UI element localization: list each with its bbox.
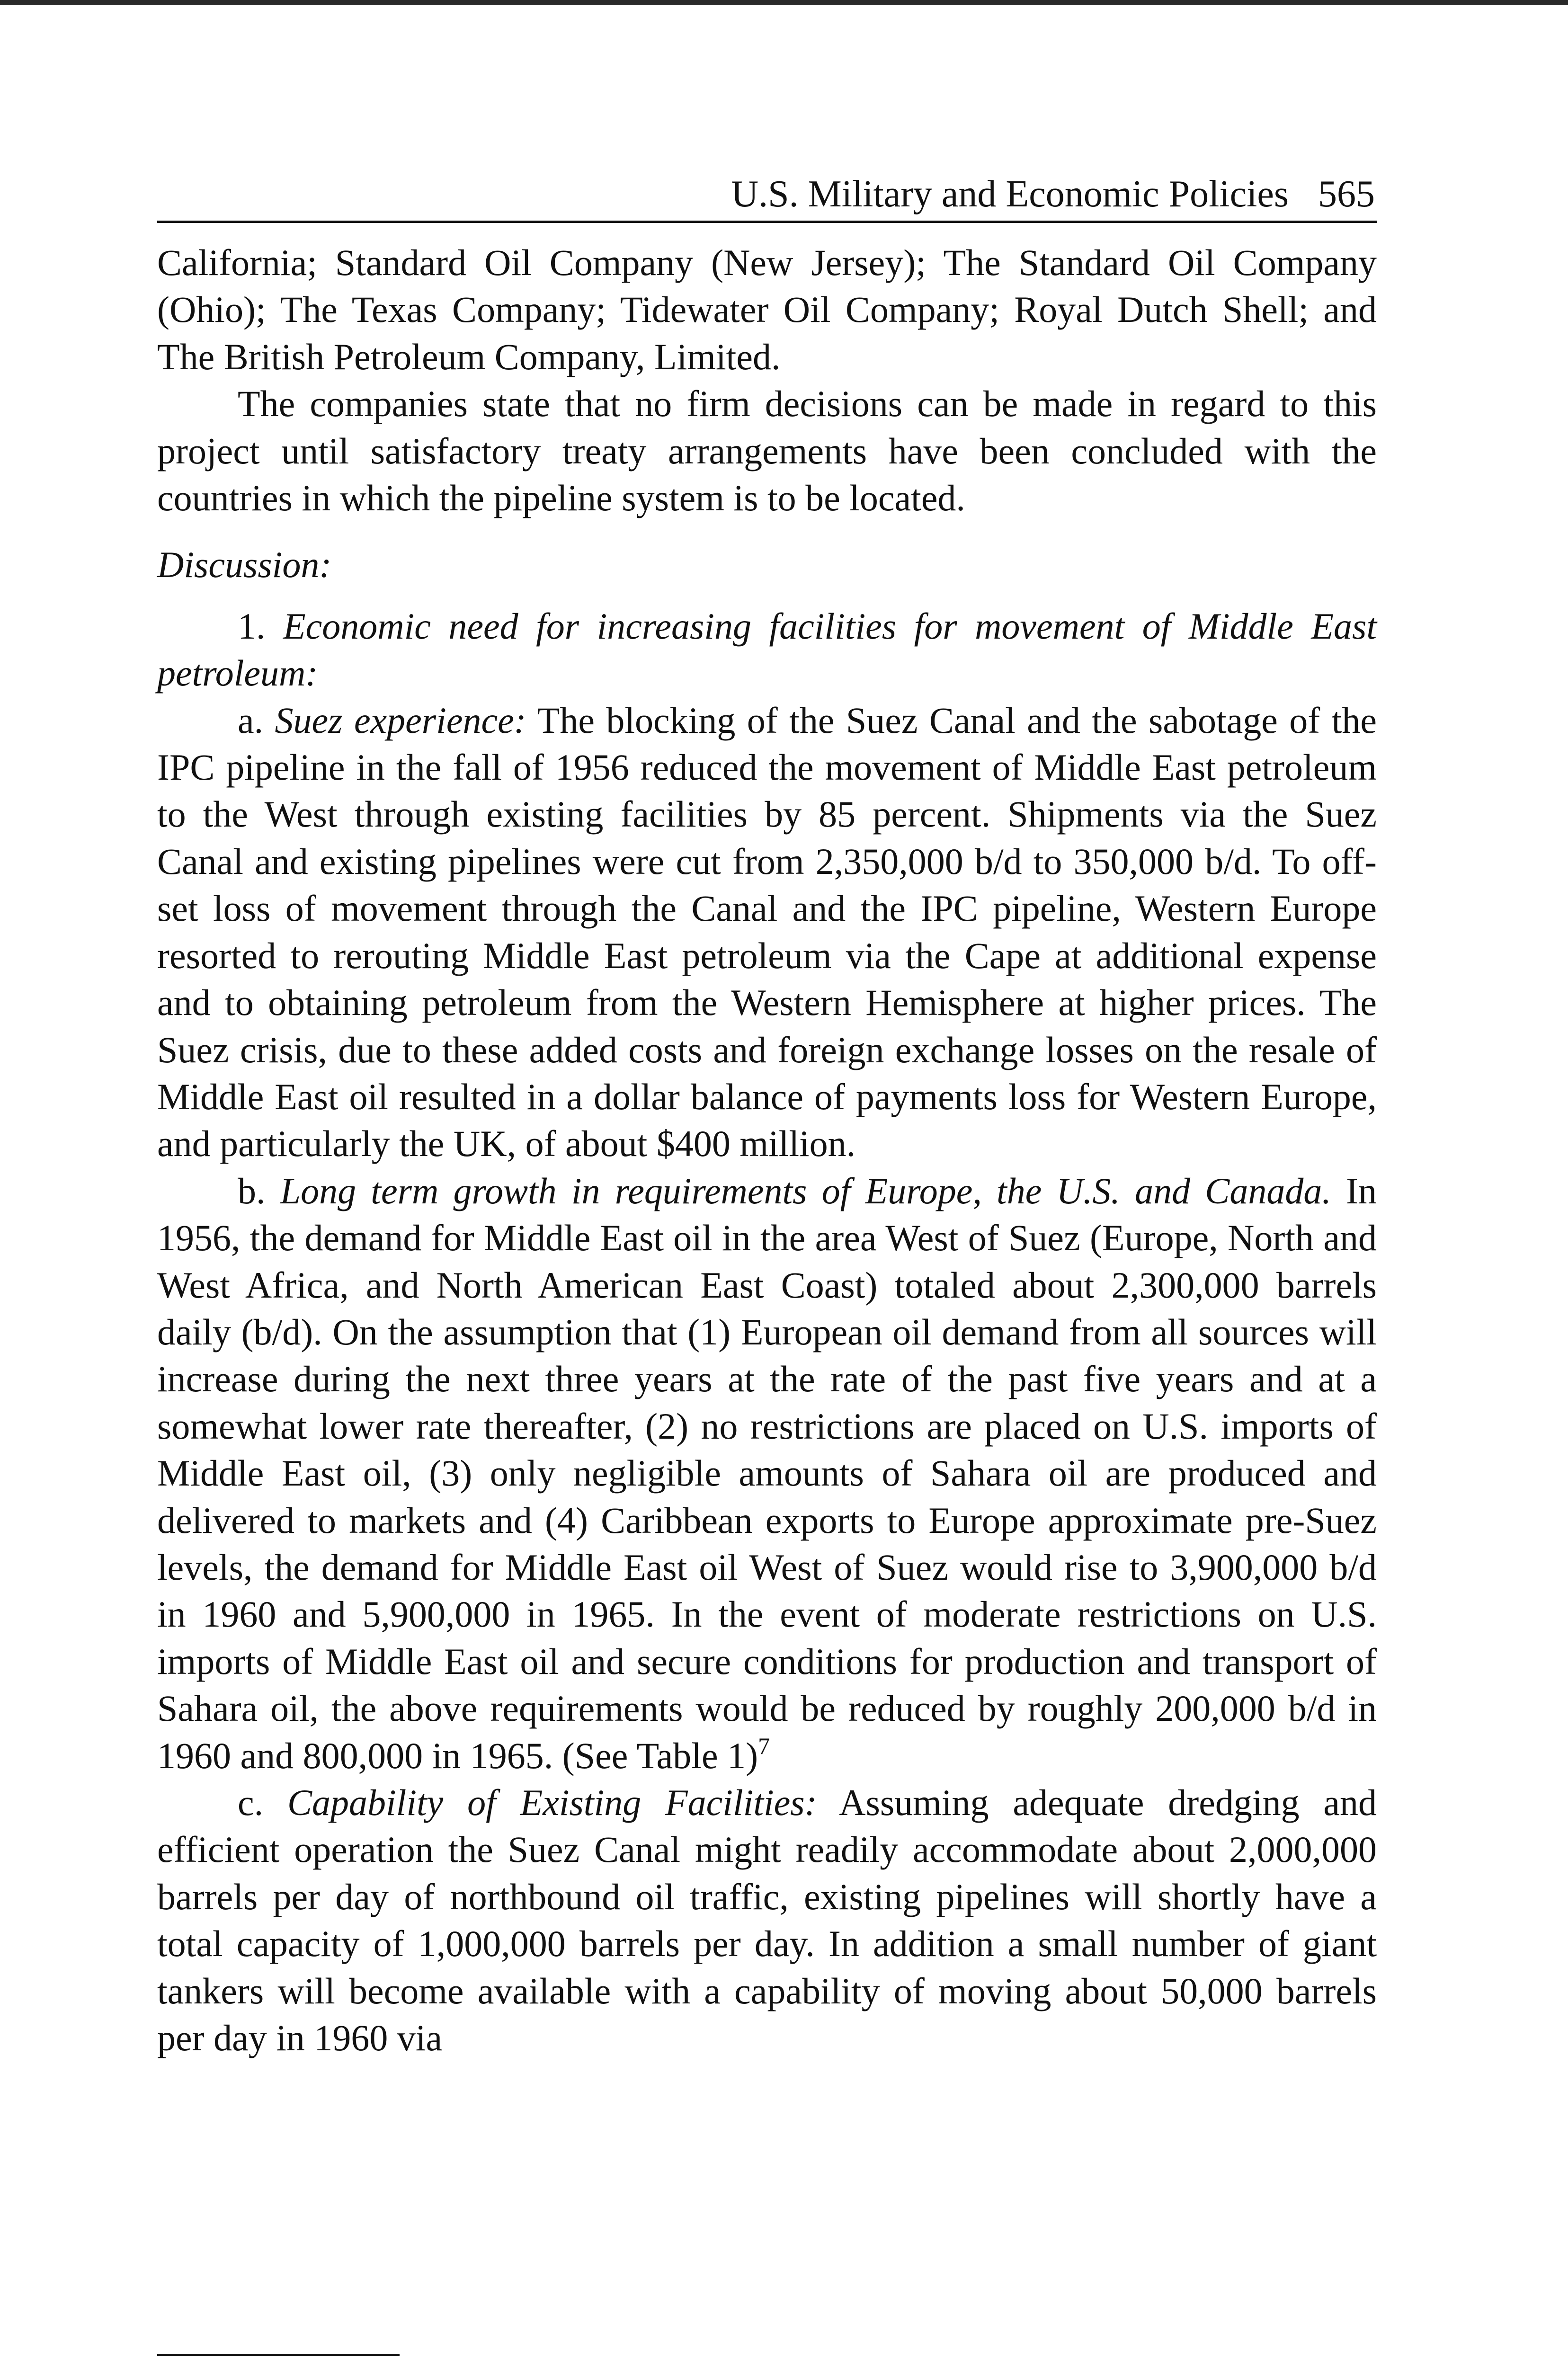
body-text — [157, 239, 1377, 2061]
paragraph-long-term-growth — [157, 1167, 1377, 1779]
paragraph-companies-state: The companies state that no firm decisions can be made in regard to this project until satisfactory treaty arrangements have been concluded with the countries in which the pipeline system is to be located. — [157, 383, 1377, 519]
item-a-text: The blocking of the Suez Canal and the sabotage of the IPC pipeline in the fall of 1956 reduced the movement of Middle East petroleum to the West through existing facilities by 85 percent. Shipments via the Suez Canal and existing pipelines were cut from 2,350,000 b/d to 350,000 b/d. To off-set loss of movement through the Canal and the IPC pipeline, Western Europe resorted to rerouting Middle East petroleum via the Cape at additional expense and to obtaining petroleum from the Western Hemisphere at higher prices. The Suez crisis, due to these added costs and foreign exchange losses on the resale of Middle East oil resulted in a dollar balance of payments loss for Western Europe, and particularly the UK, of about $400 million. — [157, 699, 1377, 1165]
footnote-reference-7[interactable]: 7 — [758, 1732, 770, 1759]
section-1-number: 1. — [238, 605, 266, 647]
item-c-label: c. — [238, 1782, 264, 1823]
item-a-title: Suez experience: — [275, 699, 526, 741]
scan-top-edge — [0, 0, 1568, 5]
item-a-label: a. — [238, 699, 264, 741]
section-1-title: Economic need for increasing facilities for movement of Middle East petroleum: — [157, 605, 1377, 694]
document-page — [157, 171, 1377, 2061]
item-c-title: Capability of Existing Facilities: — [287, 1782, 817, 1823]
running-head-title: U.S. Military and Economic Policies — [731, 173, 1289, 215]
discussion-heading: Discussion: — [157, 544, 332, 586]
running-head — [157, 171, 1377, 223]
section-1-heading — [157, 603, 1377, 697]
item-c-text: Assuming adequate dredging and efficient operation the Suez Canal might readily accommodate about 2,000,000 barrels per day of northbound oil traffic, existing pipelines will shortly have a total capacity of 1,000,000 barrels per day. In addition a small number of giant tankers will become available with a capability of moving about 50,000 barrels per day in 1960 via — [157, 1782, 1377, 2059]
paragraph-existing-facilities — [157, 1779, 1377, 2061]
paragraph-suez-experience — [157, 697, 1377, 1167]
item-b-title: Long term growth in requirements of Europe, the U.S. and Canada. — [280, 1170, 1331, 1211]
footnotes — [157, 2354, 1377, 2367]
footnote-rule — [157, 2354, 400, 2356]
page-number: 565 — [1318, 173, 1375, 215]
item-b-text: In 1956, the demand for Middle East oil in the area West of Suez (Europe, North and West Africa, and North American East Coast) totaled about 2,300,000 barrels daily (b/d). On the assumption that (1) European oil demand from all sources will increase during the next three years at the rate of the past five years and at a somewhat lower rate thereafter, (2) no restrictions are placed on U.S. imports of Middle East oil, (3) only negligible amounts of Sahara oil are produced and delivered to markets and (4) Caribbean exports to Europe approximate pre-Suez levels, the demand for Middle East oil West of Suez would rise to 3,900,000 b/d in 1960 and 5,900,000 in 1965. In the event of moderate restrictions on U.S. imports of Middle East oil and secure conditions for production and transport of Sahara oil, the above requirements would be reduced by roughly 200,000 b/d in 1960 and 800,000 in 1965. (See Table 1) — [157, 1170, 1377, 1776]
item-b-label: b. — [238, 1170, 266, 1211]
paragraph-company-list: California; Standard Oil Company (New Jersey); The Standard Oil Company (Ohio); The Texas Company; Tidewater Oil Company; Royal Dutch Shell; and The British Petroleum Company, Limited. — [157, 242, 1377, 377]
